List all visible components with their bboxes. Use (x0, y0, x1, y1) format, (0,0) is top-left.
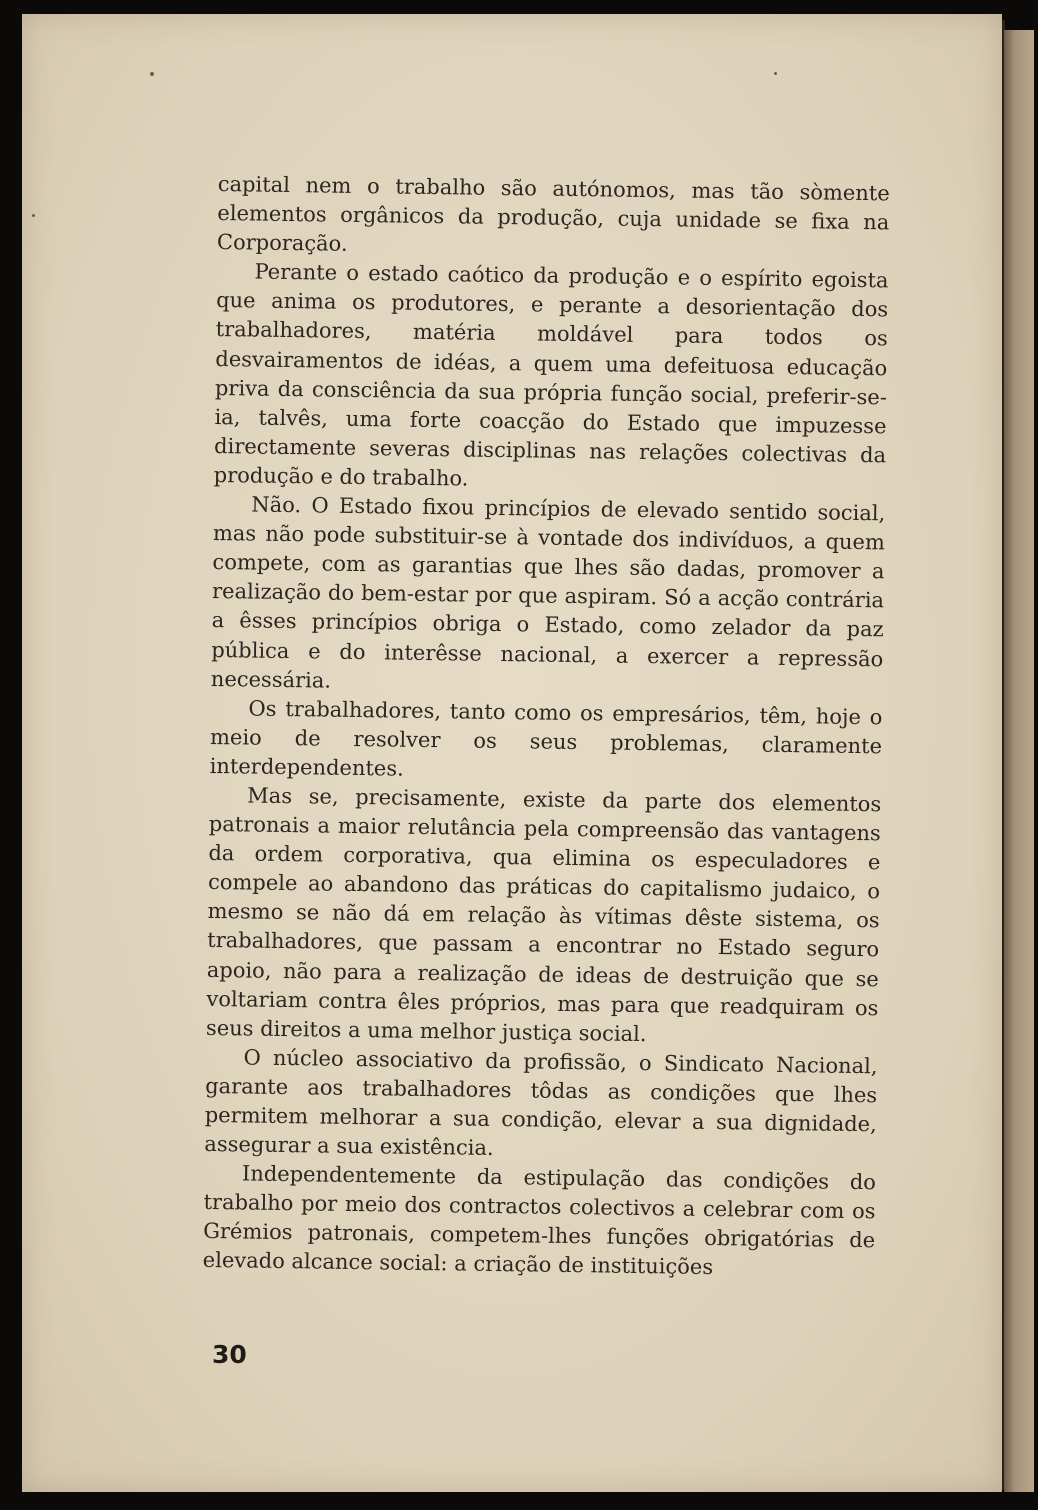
paper-speck (150, 72, 154, 76)
paragraph: Perante o estado caótico da produção e o espírito egoista que anima os produtores, e perante a desorientação dos trabalhadores, matéria moldável para todos os desvairamentos de idéas, a quem uma defeituosa educação priva da consciência da sua própria função social, preferir-se-ia, talvês, uma forte coacção do Estado que impuzesse directamente severas disciplinas nas relações colectivas da produção e do trabalho. (213, 259, 889, 491)
paper-speck (774, 72, 777, 75)
body-text (203, 170, 890, 1285)
adjacent-page-edge (1004, 30, 1034, 1492)
paragraph: Os trabalhadores, tanto como os empresários, têm, hoje o meio de resolver os seus problemas, claramente interdependentes. (209, 696, 883, 781)
paragraph: Mas se, precisamente, existe da parte dos elementos patronais a maior relutância pela compreensão das vantagens da ordem corporativa, qua elimina os especuladores e compele ao abandono das práticas do capitalismo judaico, o mesmo se não dá em relação às vítimas dêste sistema, os trabalhadores, que passam a encontrar no Estado seguro apoio, não para a realização de ideas de destruição que se voltariam contra êles próprios, mas para que readquiram os seus direitos a uma melhor justiça social. (205, 783, 882, 1046)
paragraph: O núcleo associativo da profissão, o Sindicato Nacional, garante aos trabalhadores tôdas as condições que lhes permitem melhorar a sua condição, elevar a sua dignidade, assegurar a sua existência. (204, 1045, 878, 1161)
paper-speck (32, 214, 35, 217)
paragraph-continued: capital nem o trabalho são autónomos, mas tão sòmente elementos orgânicos da produção, cuja unidade se fixa na Corporação. (216, 171, 890, 257)
paragraph: Não. O Estado fixou princípios de elevado sentido social, mas não pode substituir-se à vontade dos indivíduos, a quem compete, com as garantias que lhes são dadas, promover a realização do bem-estar por que aspiram. Só a acção contrária a êsses princípios obriga o Estado, como zelador da paz pública e do interêsse nacional, a exercer a repressão necessária. (210, 492, 886, 693)
paragraph: Independentemente da estipulação das condições do trabalho por meio dos contractos colectivos a celebrar com os Grémios patronais, competem-lhes funções obrigatórias de elevado alcance social: a criação de instituições (202, 1161, 877, 1280)
page-number: 30 (212, 1340, 247, 1369)
